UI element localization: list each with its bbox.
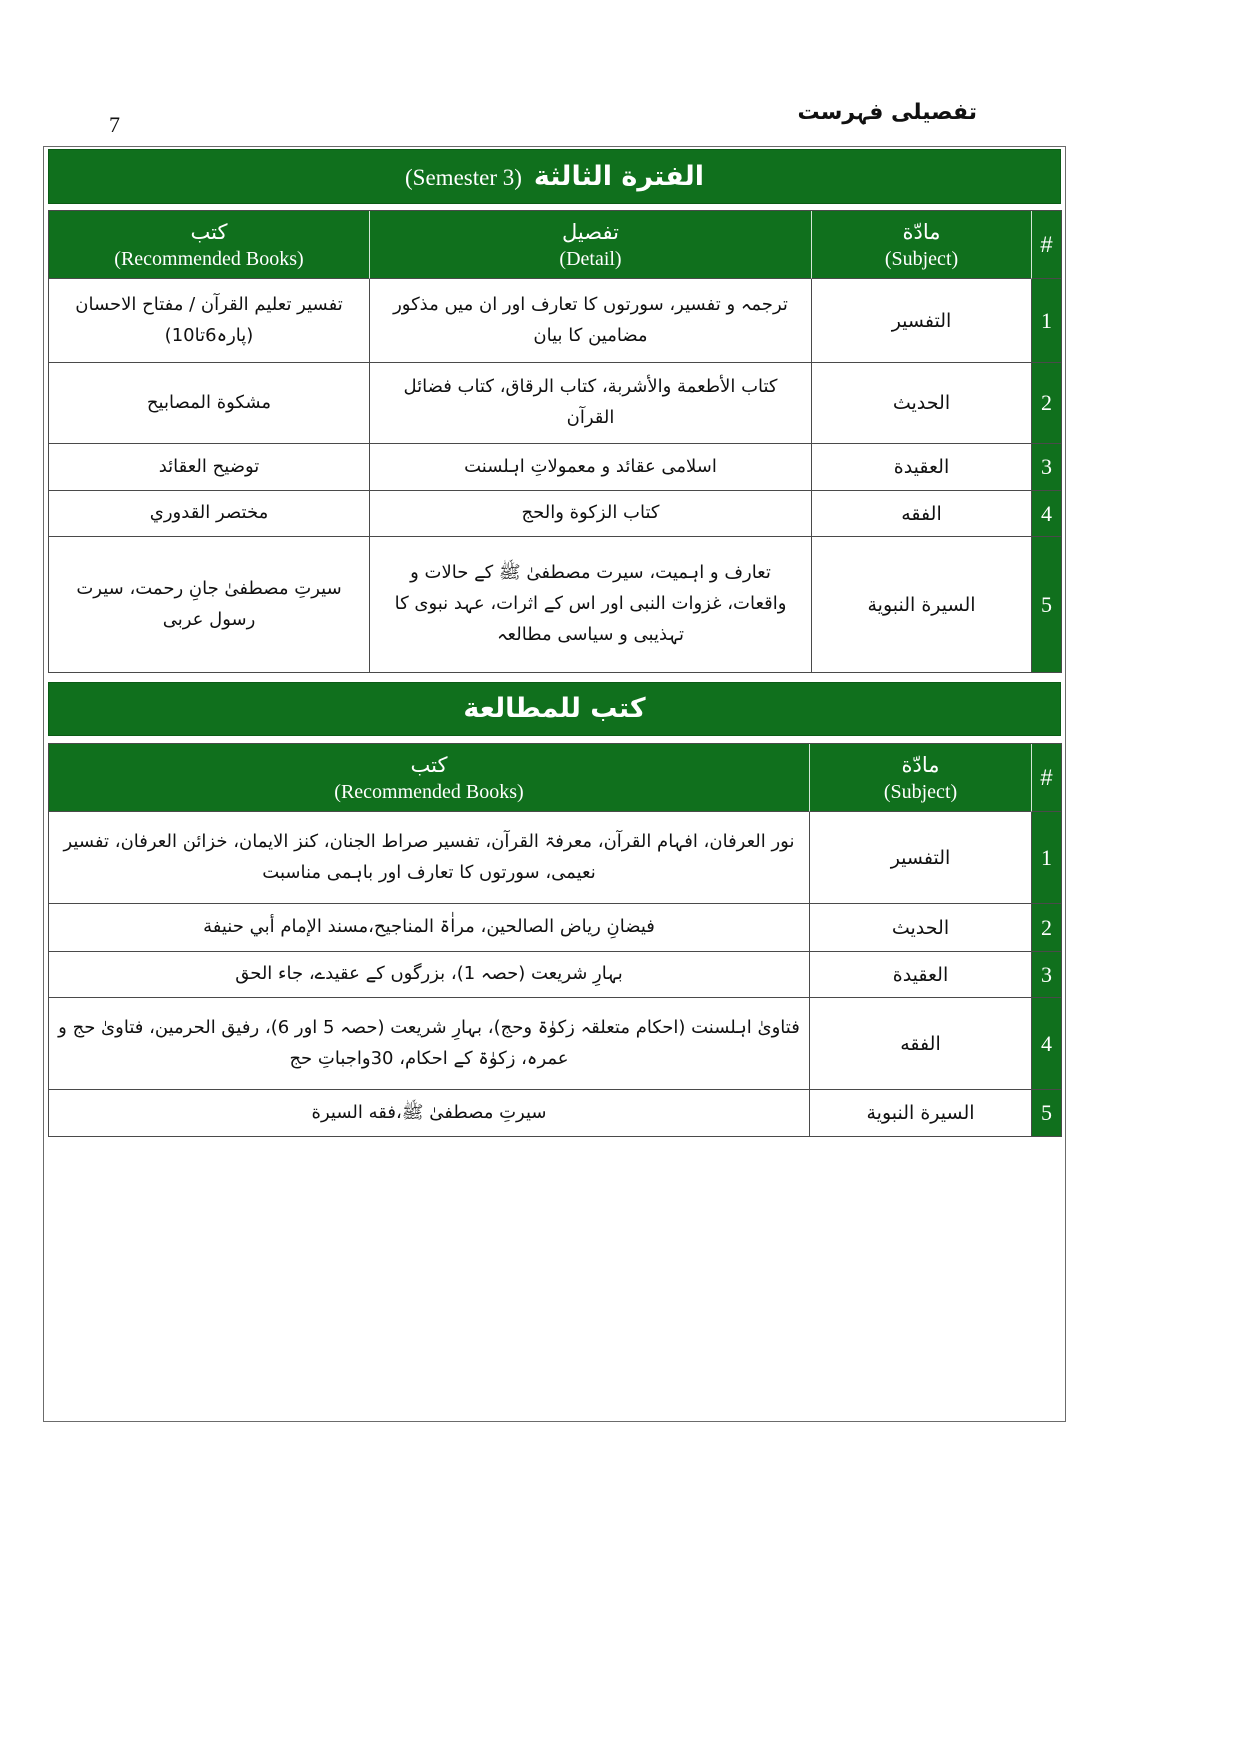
books-cell: تفسیر تعلیم القرآن / مفتاح الاحسان (پارہ6تا10) xyxy=(48,279,369,363)
table-row xyxy=(48,491,1061,537)
books-cell: نور العرفان، افہام القرآن، معرفۃ القرآن، تفسیر صراط الجنان، کنز الایمان، خزائن العرفان، تفسیر نعیمی، سورتوں کا تعارف اور باہمی مناسبت xyxy=(48,812,809,904)
books-cell: فتاویٰ اہلسنت (احکام متعلقہ زکوٰۃ وحج)، بہارِ شریعت (حصہ 5 اور 6)، رفیق الحرمین، فتاویٰ حج و عمرہ، زکوٰۃ کے احکام، 30واجباتِ حج xyxy=(48,998,809,1090)
semester-title-bar xyxy=(48,149,1061,204)
row-number: 5 xyxy=(1031,1090,1061,1137)
books-header-arabic: كتب xyxy=(190,219,228,244)
subject-cell: السيرة النبوية xyxy=(811,537,1031,673)
table-row xyxy=(48,952,1061,998)
books-column-header xyxy=(48,211,369,279)
content-frame xyxy=(43,146,1066,1422)
row-number: 4 xyxy=(1031,998,1061,1090)
subject-column-header xyxy=(809,744,1031,812)
subject-cell: السيرة النبوية xyxy=(809,1090,1031,1137)
page-number: 7 xyxy=(109,112,120,137)
subject-cell: الفقه xyxy=(811,491,1031,537)
running-head: تفصیلی فہرست xyxy=(797,100,977,125)
subject-header-arabic: مادّة xyxy=(902,219,941,244)
books-cell: سیرتِ مصطفیٰ جانِ رحمت، سیرت رسول عربی xyxy=(48,537,369,673)
subject-cell: التفسير xyxy=(811,279,1031,363)
table-row xyxy=(48,812,1061,904)
table-row xyxy=(48,1090,1061,1137)
subject-header-arabic: مادّة xyxy=(901,752,940,777)
books-column-header xyxy=(48,744,809,812)
detail-cell: تعارف و اہمیت، سیرت مصطفیٰ ﷺ کے حالات و واقعات، غزوات النبی اور اس کے اثرات، عہد نبوی کا تہذیبی و سیاسی مطالعہ xyxy=(369,537,811,673)
row-number: 2 xyxy=(1031,363,1061,444)
subject-header-english: (Subject) xyxy=(884,247,959,270)
table-header-row xyxy=(48,744,1061,812)
books-cell: مشكوة المصابيح xyxy=(48,363,369,444)
subject-cell: الحديث xyxy=(811,363,1031,444)
row-number: 4 xyxy=(1031,491,1061,537)
subject-header-english: (Subject) xyxy=(883,780,958,803)
subject-cell: العقيدة xyxy=(811,444,1031,491)
detail-cell: اسلامی عقائد و معمولاتِ اہلسنت xyxy=(369,444,811,491)
books-cell: توضیح العقائد xyxy=(48,444,369,491)
table-row xyxy=(48,363,1061,444)
detail-column-header xyxy=(369,211,811,279)
row-number: 3 xyxy=(1031,444,1061,491)
detail-cell: كتاب الأطعمة والأشربة، كتاب الرقاق، كتاب فضائل القرآن xyxy=(369,363,811,444)
subject-cell: الحديث xyxy=(809,904,1031,952)
subject-cell: الفقه xyxy=(809,998,1031,1090)
row-number: 1 xyxy=(1031,279,1061,363)
books-cell: مختصر القدوري xyxy=(48,491,369,537)
table-header-row xyxy=(48,211,1061,279)
books-header-english: (Recommended Books) xyxy=(334,780,524,803)
row-number: 2 xyxy=(1031,904,1061,952)
reading-title: كتب للمطالعة xyxy=(463,693,646,724)
books-cell: بہارِ شریعت (حصہ 1)، بزرگوں کے عقیدے، جاء الحق xyxy=(48,952,809,998)
books-cell: سیرتِ مصطفیٰ ﷺ،فقه السيرة xyxy=(48,1090,809,1137)
books-header-english: (Recommended Books) xyxy=(114,247,304,270)
subject-cell: التفسير xyxy=(809,812,1031,904)
table-row xyxy=(48,537,1061,673)
detail-cell: كتاب الزكوة والحج xyxy=(369,491,811,537)
table-row xyxy=(48,279,1061,363)
table-row xyxy=(48,998,1061,1090)
table-row xyxy=(48,444,1061,491)
detail-header-english: (Detail) xyxy=(559,247,622,270)
table-row xyxy=(48,904,1061,952)
subject-column-header xyxy=(811,211,1031,279)
subject-cell: العقيدة xyxy=(809,952,1031,998)
semester-title-arabic: الفترة الثالثة xyxy=(533,161,704,192)
detail-cell: ترجمہ و تفسیر، سورتوں کا تعارف اور ان میں مذکور مضامین کا بیان xyxy=(369,279,811,363)
books-header-arabic: كتب xyxy=(410,752,448,777)
row-number: 5 xyxy=(1031,537,1061,673)
reading-list-table xyxy=(48,743,1062,1137)
semester-syllabus-table xyxy=(48,210,1062,673)
books-cell: فیضانِ ریاض الصالحین، مراٰۃ المناجیح،مسند الإمام أبي حنيفة xyxy=(48,904,809,952)
number-column-header: # xyxy=(1031,744,1061,812)
reading-title-bar xyxy=(48,682,1061,736)
row-number: 1 xyxy=(1031,812,1061,904)
semester-title-english: (Semester 3) xyxy=(405,165,522,190)
detail-header-arabic: تفصيل xyxy=(562,219,619,244)
number-column-header: # xyxy=(1031,211,1061,279)
row-number: 3 xyxy=(1031,952,1061,998)
